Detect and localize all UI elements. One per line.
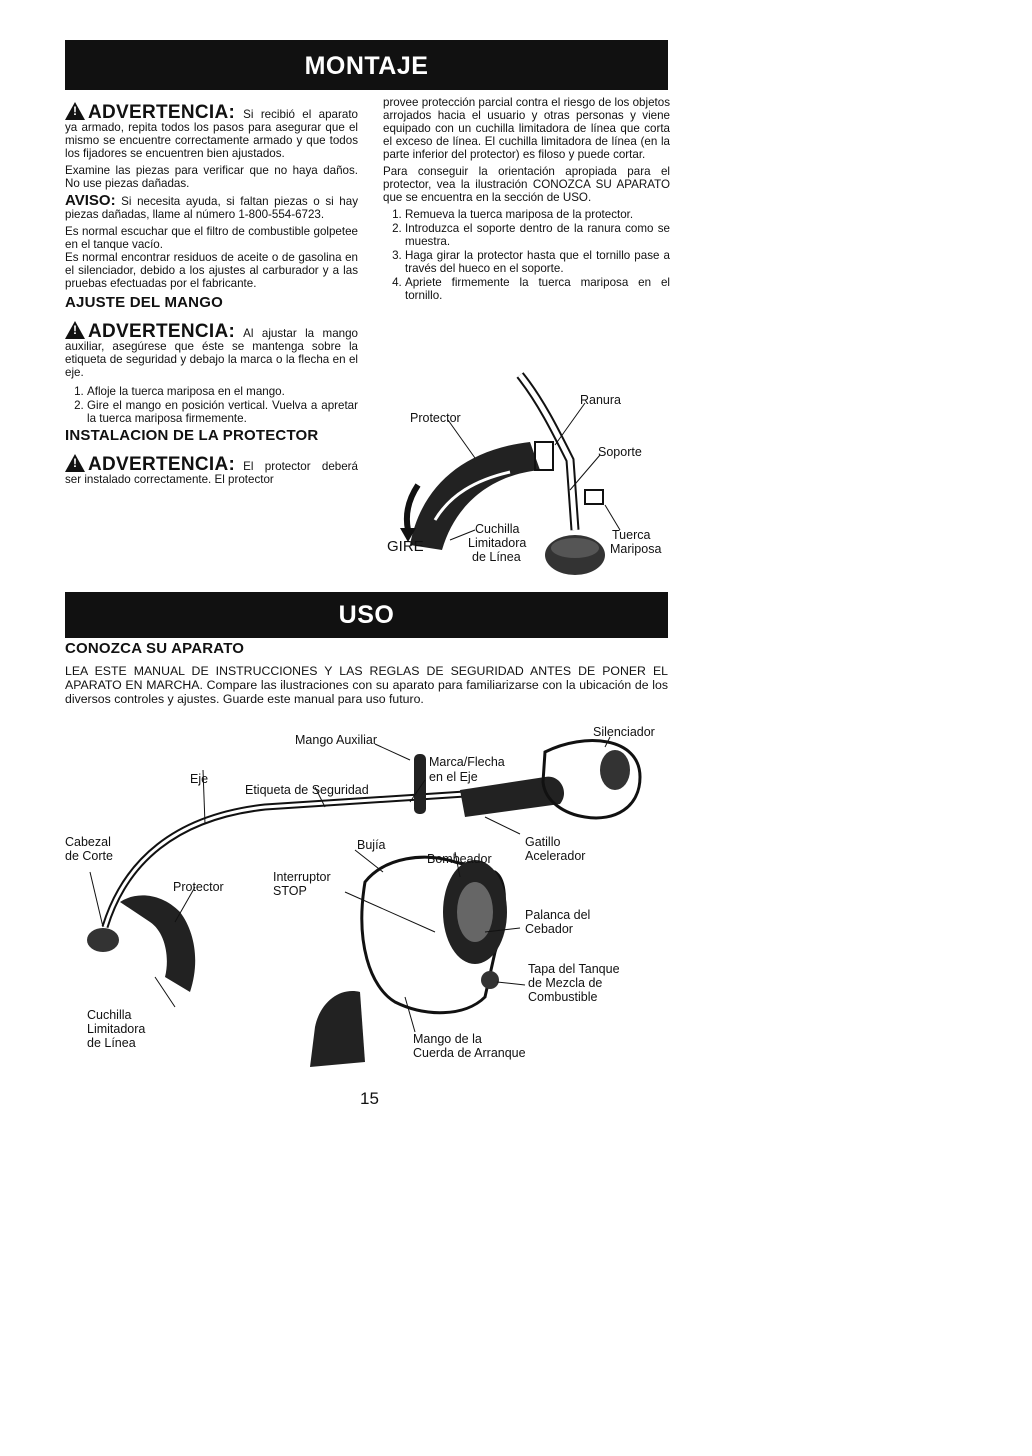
warning-1-text: Si recibió el aparato ya armado, repita todos los pasos para asegurar que el mismo se encuentre correctamente armado y que todos los fijadores se encuentren bien ajustados. bbox=[65, 108, 358, 160]
protector-steps bbox=[383, 208, 670, 302]
label-interruptor: Interruptor bbox=[273, 870, 331, 884]
label-eje: Eje bbox=[190, 772, 209, 786]
label-cabezal: Cabezal bbox=[65, 835, 111, 849]
warning-triangle-icon: ! bbox=[65, 102, 85, 120]
heading-ajuste-mango: AJUSTE DEL MANGO bbox=[65, 294, 223, 311]
label-limitadora: Limitadora bbox=[87, 1022, 146, 1036]
right-paragraph-1: provee protección parcial contra el riesgo de los objetos arrojados hacia el usuario y otras personas y viene equipado con un cuchilla limitadora de línea que corta el exceso de línea. El cuchilla limitadora de línea (en la parte inferior del protector) es filoso y puede cortar. bbox=[383, 96, 670, 161]
label-ranura: Ranura bbox=[580, 393, 621, 407]
filtro-paragraph: Es normal escuchar que el filtro de combustible golpetee en el tanque vacío. bbox=[65, 225, 358, 251]
warning-1 bbox=[65, 102, 358, 160]
montaje-banner: MONTAJE bbox=[65, 40, 668, 90]
label-de-corte: de Corte bbox=[65, 849, 113, 863]
uso-intro: LEA ESTE MANUAL DE INSTRUCCIONES Y LAS REGLAS DE SEGURIDAD ANTES DE PONER EL APARATO EN MARCHA. Compare las ilustraciones con su aparato para familiarizarse con la ubicación de los diversos controles y ajustes. Guarde este manual para uso futuro. bbox=[65, 664, 668, 706]
label-bujia: Bujía bbox=[357, 838, 386, 852]
warning-triangle-icon: ! bbox=[65, 454, 85, 472]
label-protector: Protector bbox=[410, 411, 461, 425]
aviso-text: Si necesita ayuda, si faltan piezas o si hay piezas dañadas, llame al número 1-800-554-6723. bbox=[65, 195, 358, 221]
label-silenciador: Silenciador bbox=[593, 725, 655, 739]
list-item: 4. Apriete firmemente la tuerca mariposa en el tornillo. bbox=[405, 276, 670, 302]
label-cuerda: Cuerda de Arranque bbox=[413, 1046, 526, 1060]
label-tuerca: Tuerca bbox=[612, 528, 651, 542]
list-item: 1. Afloje la tuerca mariposa en el mango. bbox=[87, 385, 358, 398]
trimmer-figure bbox=[65, 722, 670, 1077]
warning-3 bbox=[65, 454, 358, 486]
label-etiqueta: Etiqueta de Seguridad bbox=[245, 783, 369, 797]
mango-steps bbox=[65, 385, 358, 425]
label-combustible: Combustible bbox=[528, 990, 598, 1004]
label-marca-flecha: Marca/Flecha bbox=[429, 755, 505, 769]
list-item: 1. Remueva la tuerca mariposa de la protector. bbox=[405, 208, 670, 221]
label-mango-de-la: Mango de la bbox=[413, 1032, 482, 1046]
montaje-left-column bbox=[65, 102, 358, 490]
residuos-paragraph: Es normal encontrar residuos de aceite o de gasolina en el silenciador, debido a los ajustes al carburador y a las pruebas efectuadas por el fabricante. bbox=[65, 251, 358, 290]
list-item: 2. Introduzca el soporte dentro de la ranura como se muestra. bbox=[405, 222, 670, 248]
label-soporte: Soporte bbox=[598, 445, 642, 459]
warning-2 bbox=[65, 321, 358, 379]
uso-banner: USO bbox=[65, 592, 668, 638]
warning-1-title: ADVERTENCIA: bbox=[88, 102, 236, 123]
label-cuchilla: Cuchilla bbox=[87, 1008, 132, 1022]
label-acelerador: Acelerador bbox=[525, 849, 586, 863]
label-protector: Protector bbox=[173, 880, 224, 894]
label-bombeador: Bombeador bbox=[427, 852, 492, 866]
label-mezcla: de Mezcla de bbox=[528, 976, 603, 990]
list-item: 3. Haga girar la protector hasta que el tornillo pase a través del hueco en el soporte. bbox=[405, 249, 670, 275]
list-item: 2. Gire el mango en posición vertical. Vuelva a apretar la tuerca mariposa firmemente. bbox=[87, 399, 358, 425]
protector-installation-figure bbox=[380, 370, 680, 585]
heading-instalacion-protector: INSTALACION DE LA PROTECTOR bbox=[65, 427, 319, 444]
label-de-linea: de Línea bbox=[472, 550, 521, 564]
label-cebador: Cebador bbox=[525, 922, 573, 936]
warning-2-title: ADVERTENCIA: bbox=[88, 321, 236, 342]
label-palanca: Palanca del bbox=[525, 908, 591, 922]
page-number: 15 bbox=[360, 1089, 379, 1108]
label-en-el-eje: en el Eje bbox=[429, 770, 478, 784]
label-mariposa: Mariposa bbox=[610, 542, 662, 556]
label-gire: GIRE bbox=[387, 538, 424, 555]
label-mango-auxiliar: Mango Auxiliar bbox=[295, 733, 377, 747]
aviso-paragraph bbox=[65, 194, 358, 221]
trimmer-illustration bbox=[65, 722, 670, 1077]
montaje-right-column bbox=[383, 96, 670, 306]
label-gatillo: Gatillo bbox=[525, 835, 561, 849]
heading-conozca: CONOZCA SU APARATO bbox=[65, 640, 245, 657]
aviso-title: AVISO: bbox=[65, 192, 116, 209]
right-paragraph-2: Para conseguir la orientación apropiada para el protector, vea la ilustración CONOZCA SU APARATO que se encuentra en la sección de USO. bbox=[383, 165, 670, 204]
warning-3-text: El protector deberá ser instalado correctamente. El protector bbox=[65, 460, 358, 486]
label-stop: STOP bbox=[273, 884, 307, 898]
examine-paragraph: Examine las piezas para verificar que no haya daños. No use piezas dañadas. bbox=[65, 164, 358, 190]
warning-triangle-icon: ! bbox=[65, 321, 85, 339]
label-limitadora: Limitadora bbox=[468, 536, 527, 550]
label-cuchilla: Cuchilla bbox=[475, 522, 520, 536]
warning-2-text: Al ajustar la mango auxiliar, asegúrese que éste se mantenga sobre la etiqueta de seguridad y debajo la marca o la flecha en el eje. bbox=[65, 327, 358, 379]
label-de-linea: de Línea bbox=[87, 1036, 136, 1050]
warning-3-title: ADVERTENCIA: bbox=[88, 454, 236, 475]
label-tapa: Tapa del Tanque bbox=[528, 962, 620, 976]
